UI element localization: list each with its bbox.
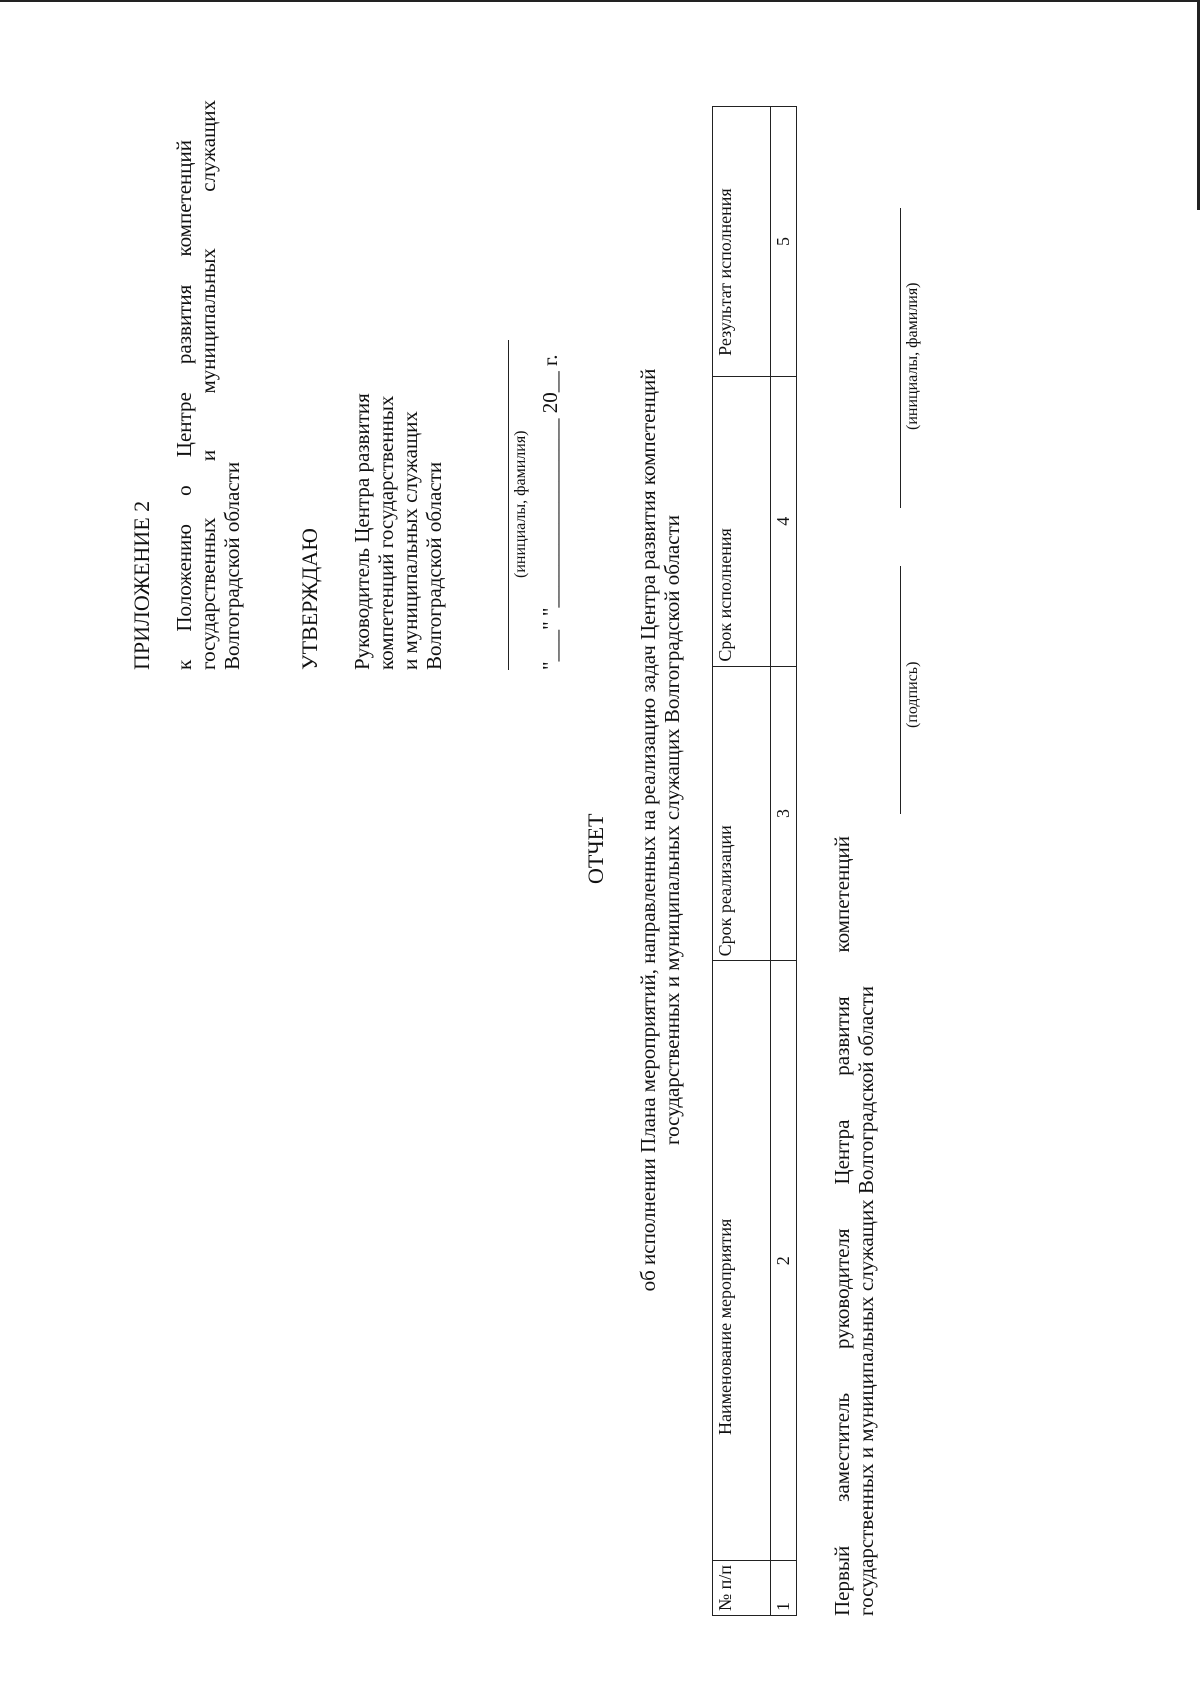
approval-line-2: компетенций государственных	[374, 395, 398, 670]
col-number-4: 4	[771, 376, 797, 666]
appendix-line-2: государственных и муниципальных служащих	[196, 100, 220, 670]
approval-date-line: "___" "__________________ 20__ г.	[538, 354, 562, 670]
report-table	[712, 106, 797, 1616]
approval-title: УТВЕРЖДАЮ	[297, 528, 322, 670]
header-execution-period: Срок исполнения	[713, 376, 771, 666]
approval-sign-line	[508, 340, 509, 670]
table-header-row	[713, 107, 771, 1616]
footer-line-2: государственных и муниципальных служащих Волгоградской области	[854, 986, 878, 1616]
approval-line-1: Руководитель Центра развития	[350, 393, 374, 670]
report-title: ОТЧЕТ	[583, 813, 608, 884]
appendix-line-1: к Положению о Центре развития компетенций	[172, 140, 196, 670]
col-number-2: 2	[771, 961, 797, 1561]
footer-line-1: Первый заместитель руководителя Центра развития компетенций	[830, 836, 854, 1616]
header-execution-result: Результат исполнения	[713, 107, 771, 377]
approval-line-3: и муниципальных служащих	[398, 411, 422, 670]
appendix-line-3: Волгоградской области	[220, 461, 244, 670]
approval-line-4: Волгоградской области	[422, 461, 446, 670]
appendix-title: ПРИЛОЖЕНИЕ 2	[129, 500, 154, 670]
header-number: № п/п	[713, 1561, 771, 1616]
footer-name-line	[900, 208, 901, 508]
approval-sign-caption: (инициалы, фамилия)	[512, 430, 529, 578]
col-number-3: 3	[771, 666, 797, 961]
footer-sign-line	[900, 566, 901, 814]
col-number-1: 1	[771, 1561, 797, 1616]
report-subtitle-1: об исполнении Плана мероприятий, направленных на реализацию задач Центра развития компетенций	[636, 368, 660, 1292]
table-number-row	[771, 107, 797, 1616]
report-subtitle-2: государственных и муниципальных служащих Волгоградской области	[660, 515, 684, 1145]
header-event-name: Наименование мероприятия	[713, 961, 771, 1561]
col-number-5: 5	[771, 107, 797, 377]
header-implementation-period: Срок реализации	[713, 666, 771, 961]
footer-name-caption: (инициалы, фамилия)	[904, 282, 921, 430]
footer-sign-caption: (подпись)	[904, 661, 921, 728]
